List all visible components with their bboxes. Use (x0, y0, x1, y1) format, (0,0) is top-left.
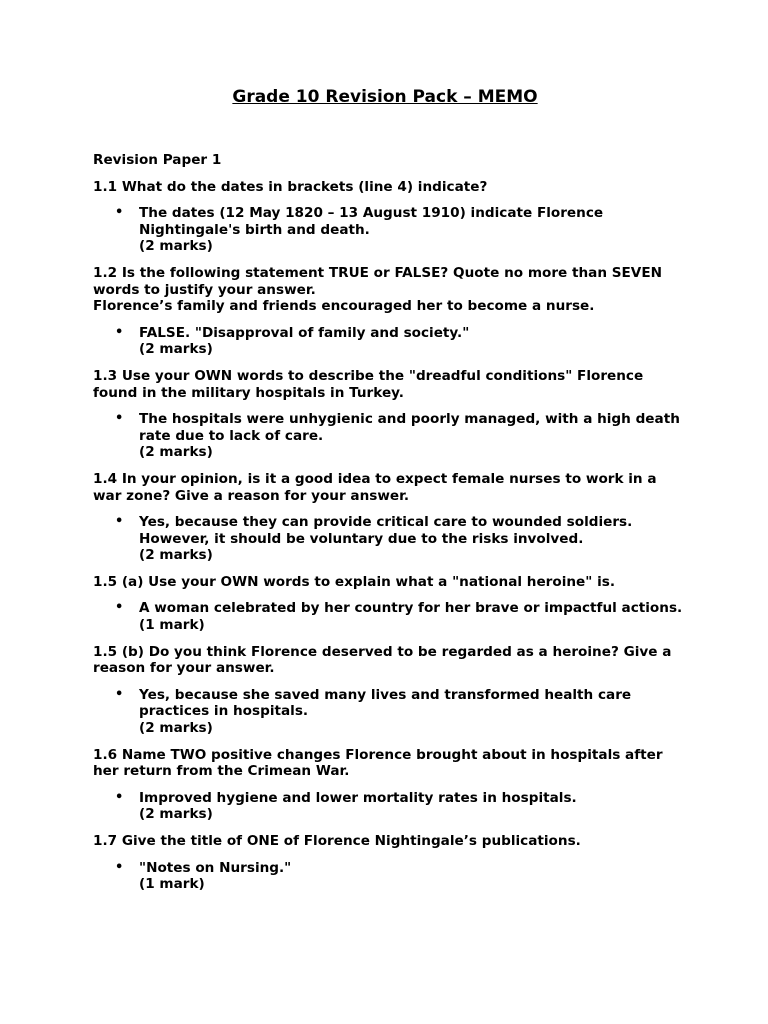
answer-list (93, 325, 683, 358)
answer-item (93, 687, 683, 737)
marks-label: (1 mark) (139, 876, 205, 893)
question-line: 1.2 Is the following statement TRUE or FALSE? Quote no more than SEVEN words to justify your answer. (93, 264, 662, 298)
answer-item (93, 411, 683, 461)
marks-label: (2 marks) (139, 444, 213, 461)
answer-item (93, 325, 683, 358)
bullet-icon: • (115, 324, 124, 340)
marks-label: (2 marks) (139, 806, 213, 823)
answer-item (93, 600, 683, 633)
answer-text: The hospitals were unhygienic and poorly managed, with a high death rate due to lack of care. (139, 411, 680, 444)
question-list (93, 179, 683, 893)
answer-list (93, 411, 683, 461)
question-line: 1.5 (b) Do you think Florence deserved to be regarded as a heroine? Give a reason for your answer. (93, 643, 672, 677)
question-item (93, 471, 683, 564)
bullet-icon: • (115, 205, 124, 221)
bullet-icon: • (115, 514, 124, 530)
question-item (93, 179, 683, 255)
question-item (93, 833, 683, 893)
marks-label: (2 marks) (139, 720, 213, 737)
question-text (93, 833, 683, 850)
question-text (93, 574, 683, 591)
bullet-icon: • (115, 859, 124, 875)
question-text (93, 368, 683, 401)
question-item (93, 368, 683, 461)
answer-text: Yes, because they can provide critical care to wounded soldiers. However, it should be voluntary due to the risks involved. (139, 514, 633, 547)
memo-document (93, 86, 683, 903)
answer-text: Yes, because she saved many lives and transformed health care practices in hospitals. (139, 686, 632, 720)
question-line: 1.6 Name TWO positive changes Florence brought about in hospitals after her return from the Crimean War. (93, 746, 663, 780)
question-item (93, 644, 683, 737)
section-heading: Revision Paper 1 (93, 152, 222, 168)
bullet-icon: • (115, 600, 124, 616)
marks-label: (2 marks) (139, 238, 213, 255)
marks-label: (2 marks) (139, 547, 213, 564)
question-item (93, 265, 683, 358)
bullet-icon: • (115, 789, 124, 805)
question-text (93, 644, 683, 677)
question-text (93, 179, 683, 196)
answer-text: Improved hygiene and lower mortality rates in hospitals. (139, 789, 577, 806)
answer-item (93, 205, 683, 255)
question-line: 1.4 In your opinion, is it a good idea to expect female nurses to work in a war zone? Give a reason for your answer. (93, 470, 657, 504)
marks-label: (1 mark) (139, 617, 205, 634)
answer-list (93, 600, 683, 633)
bullet-icon: • (115, 686, 124, 702)
answer-item (93, 514, 683, 564)
question-item (93, 574, 683, 634)
question-line: 1.3 Use your OWN words to describe the "dreadful conditions" Florence found in the military hospitals in Turkey. (93, 367, 644, 401)
answer-item (93, 860, 683, 893)
answer-list (93, 790, 683, 823)
answer-item (93, 790, 683, 823)
answer-text: The dates (12 May 1820 – 13 August 1910) indicate Florence Nightingale's birth and death. (139, 205, 604, 238)
question-text (93, 471, 683, 504)
answer-list (93, 514, 683, 564)
question-line: 1.5 (a) Use your OWN words to explain what a "national heroine" is. (93, 573, 615, 590)
marks-label: (2 marks) (139, 341, 213, 358)
answer-list (93, 860, 683, 893)
document-title: Grade 10 Revision Pack – MEMO (232, 87, 538, 107)
answer-list (93, 687, 683, 737)
question-line: Florence’s family and friends encouraged her to become a nurse. (93, 298, 595, 315)
question-text (93, 747, 683, 780)
question-line: 1.1 What do the dates in brackets (line 4) indicate? (93, 178, 488, 195)
answer-text: "Notes on Nursing." (139, 859, 292, 876)
answer-text: FALSE. "Disapproval of family and society." (139, 324, 470, 341)
bullet-icon: • (115, 411, 124, 427)
question-line: 1.7 Give the title of ONE of Florence Nightingale’s publications. (93, 833, 581, 849)
answer-list (93, 205, 683, 255)
answer-text: A woman celebrated by her country for her brave or impactful actions. (139, 600, 683, 617)
question-item (93, 747, 683, 823)
question-text (93, 265, 683, 315)
